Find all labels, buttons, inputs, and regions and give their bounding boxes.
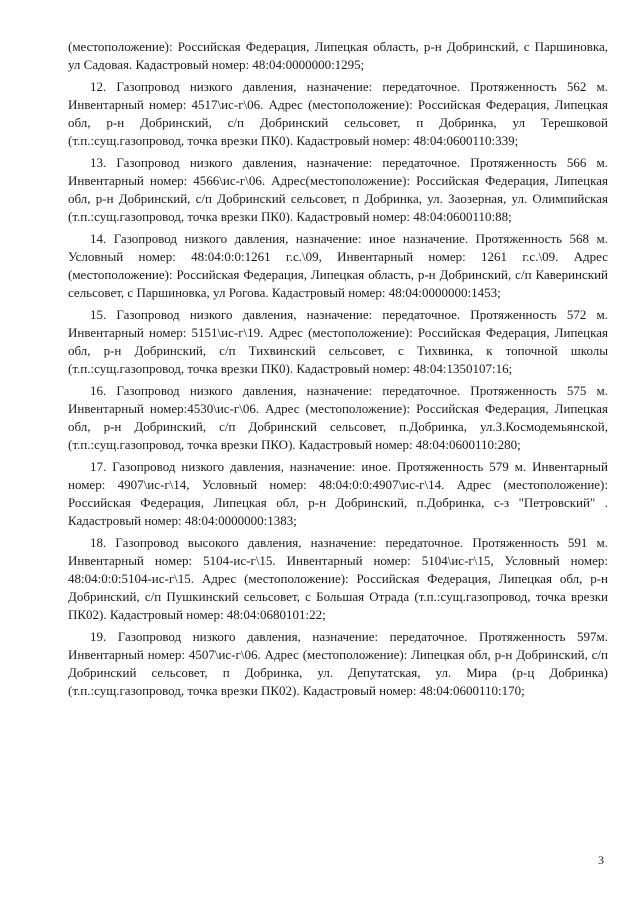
list-item-14: 14. Газопровод низкого давления, назначение: иное назначение. Протяженность 568 м. Условный номер: 48:04:0:0:1261 г.с.\09, Инвентарный номер: 1261 г.с.\09. Адрес (местоположение): Российская Федерация, Липецкая область, р-н Добринский, с/п Каверинский сельсовет, с Паршиновка, ул Рогова. Кадастровый номер: 48:04:0000000:1453;: [68, 231, 608, 300]
list-item-13: 13. Газопровод низкого давления, назначение: передаточное. Протяженность 566 м. Инвентарный номер: 4566\ис-г\06. Адрес(местоположение): Российская Федерация, Липецкая обл, р-н Добринский, с/п Добринский сельсовет, п Добринка, ул. Заозерная, ул. Олимпийская (т.п.:сущ.газопровод, точка врезки ПК0). Кадастровый номер: 48:04:0600110:88;: [68, 155, 608, 224]
list-item-16: 16. Газопровод низкого давления, назначение: передаточное. Протяженность 575 м. Инвентарный номер:4530\ис-г\06. Адрес (местоположение): Российская Федерация, Липецкая обл, р-н Добринский, с/п Добринский сельсовет, п.Добринка, ул.З.Космодемьянской, (т.п.:сущ.газопровод, точка врезки ПКО). Кадастровый номер: 48:04:0600110:280;: [68, 383, 608, 452]
paragraph-continuation: (местоположение): Российская Федерация, Липецкая область, р-н Добринский, с Паршиновка, ул Садовая. Кадастровый номер: 48:04:0000000:1295;: [68, 39, 608, 72]
document-body: [68, 38, 608, 704]
list-item-19: 19. Газопровод низкого давления, назначение: передаточное. Протяженность 597м. Инвентарный номер: 4507\ис-г\06. Адрес (местоположение): Липецкая обл, р-н Добринский, с/п Добринский сельсовет, п Добринка, ул. Депутатская, ул. Мира (р-ц Добринка) (т.п.:сущ.газопровод, точка врезки ПК02). Кадастровый номер: 48:04:0600110:170;: [68, 629, 608, 698]
list-item-15: 15. Газопровод низкого давления, назначение: передаточное. Протяженность 572 м. Инвентарный номер: 5151\ис-г\19. Адрес (местоположение): Российская Федерация, Липецкая обл, р-н Добринский, с/п Тихвинский сельсовет, с Тихвинка, к топочной школы (т.п.:сущ.газопровод, точка врезки ПК0). Кадастровый номер: 48:04:1350107:16;: [68, 307, 608, 376]
list-item-12: 12. Газопровод низкого давления, назначение: передаточное. Протяженность 562 м. Инвентарный номер: 4517\ис-г\06. Адрес (местоположение): Российская Федерация, Липецкая обл, р-н Добринский, с/п Добринский сельсовет, п Добринка, ул Терешковой (т.п.:сущ.газопровод, точка врезки ПК0). Кадастровый номер: 48:04:0600110:339;: [68, 79, 608, 148]
list-item-18: 18. Газопровод высокого давления, назначение: передаточное. Протяженность 591 м. Инвентарный номер: 5104-ис-г\15. Инвентарный номер: 5104\ис-г\15, Условный номер: 48:04:0:0:5104-ис-г\15. Адрес (местоположение): Российская Федерация, Липецкая обл, р-н Добринский, с/п Пушкинский сельсовет, с Большая Отрада (т.п.:сущ.газопровод, точка врезки ПК02). Кадастровый номер: 48:04:0680101:22;: [68, 535, 608, 622]
list-item-17: 17. Газопровод низкого давления, назначение: иное. Протяженность 579 м. Инвентарный номер: 4907\ис-г\14, Условный номер: 48:04:0:0:4907\ис-г\14. Адрес (местоположение): Российская Федерация, Липецкая обл, р-н Добринский, п.Добринка, с-з "Петровский" . Кадастровый номер: 48:04:0000000:1383;: [68, 459, 608, 528]
page-number: 3: [598, 853, 604, 867]
